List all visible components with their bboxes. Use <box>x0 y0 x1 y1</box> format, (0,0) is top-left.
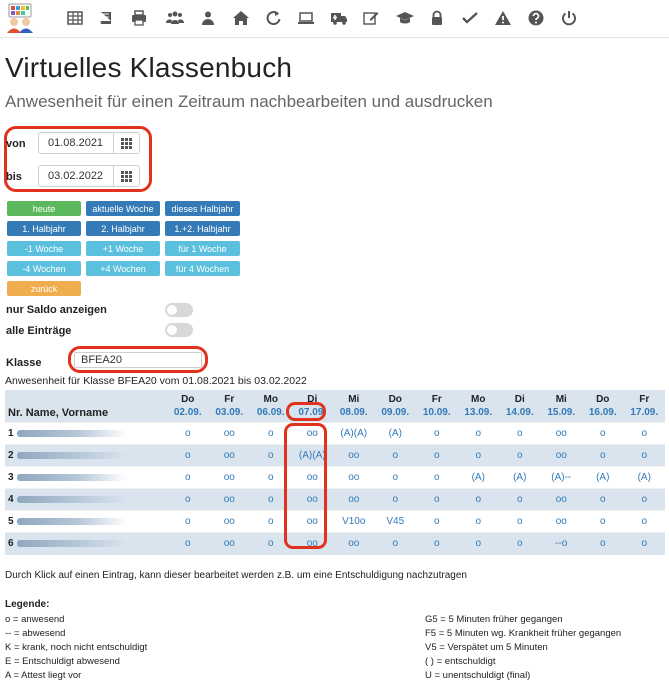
attendance-entry[interactable]: oo <box>209 423 251 445</box>
weekday-label: Fr <box>431 394 442 405</box>
attendance-entry[interactable]: o <box>416 445 458 467</box>
selected-date-highlight <box>286 402 326 421</box>
attendance-entry[interactable]: oo <box>541 511 583 533</box>
attendance-entry[interactable]: (A) <box>375 423 417 445</box>
attendance-entry[interactable]: oo <box>209 445 251 467</box>
attendance-entry[interactable]: o <box>582 511 624 533</box>
date-label: 06.09. <box>256 407 285 418</box>
attendance-entry[interactable]: oo <box>292 511 334 533</box>
both-half-years-button[interactable]: 1.+2. Halbjahr <box>165 221 240 236</box>
date-label: 03.09. <box>215 407 244 418</box>
legend-item: V5 = Verspätet um 5 Minuten <box>425 642 548 653</box>
redacted-student-name <box>17 518 127 525</box>
date-label: 17.09. <box>630 407 659 418</box>
attendance-entry[interactable]: oo <box>333 489 375 511</box>
weekday-label: Fr <box>224 394 235 405</box>
legend-item: F5 = 5 Minuten wg. Krankheit früher gegangen <box>425 628 622 639</box>
date-column-header <box>167 390 209 423</box>
weekday-label: Do <box>596 394 610 405</box>
attendance-entry[interactable]: --o <box>541 533 583 555</box>
attendance-entry[interactable]: oo <box>292 423 334 445</box>
attendance-entry[interactable]: o <box>375 467 417 489</box>
date-label: 10.09. <box>422 407 451 418</box>
attendance-entry[interactable]: o <box>375 489 417 511</box>
attendance-entry[interactable]: (A) <box>458 467 500 489</box>
minus-1-week-button[interactable]: -1 Woche <box>7 241 81 256</box>
weekday-label: Mi <box>348 394 360 405</box>
attendance-entry[interactable]: o <box>416 423 458 445</box>
attendance-entry[interactable]: o <box>582 445 624 467</box>
check-icon[interactable] <box>461 9 479 27</box>
this-half-year-button[interactable]: dieses Halbjahr <box>165 201 240 216</box>
table-row <box>5 423 665 445</box>
date-label: 07.09. <box>298 407 327 418</box>
redacted-student-name <box>17 430 127 437</box>
attendance-entry[interactable]: o <box>624 445 666 467</box>
lock-icon[interactable] <box>428 9 446 27</box>
attendance-entry[interactable]: (A) <box>499 467 541 489</box>
redacted-student-name <box>17 496 127 503</box>
attendance-entry[interactable]: o <box>416 511 458 533</box>
minus-4-weeks-button[interactable]: -4 Wochen <box>7 261 81 276</box>
attendance-entry[interactable]: o <box>250 423 292 445</box>
date-label: 02.09. <box>173 407 202 418</box>
weekday-label: Mo <box>263 394 278 405</box>
top-navigation <box>0 0 669 38</box>
attendance-entry[interactable]: o <box>416 467 458 489</box>
attendance-entry[interactable]: o <box>416 489 458 511</box>
student-name-cell <box>5 489 167 511</box>
date-column-header <box>375 390 417 423</box>
student-number: 4 <box>8 494 14 505</box>
weekday-label: Fr <box>639 394 650 405</box>
attendance-entry[interactable]: o <box>624 423 666 445</box>
attendance-table <box>5 390 665 555</box>
weekday-label: Di <box>514 394 525 405</box>
book-icon[interactable] <box>97 9 115 27</box>
refresh-icon[interactable] <box>264 9 282 27</box>
table-row <box>5 511 665 533</box>
legend-item: E = Entschuldigt abwesend <box>5 656 120 667</box>
legend-item: o = anwesend <box>5 614 65 625</box>
klasse-label: Klasse <box>6 357 42 369</box>
attendance-entry[interactable]: (A)(A) <box>292 445 334 467</box>
date-column-header <box>458 390 500 423</box>
redacted-student-name <box>17 474 127 481</box>
attendance-entry[interactable]: o <box>499 489 541 511</box>
from-date-input[interactable] <box>39 133 113 153</box>
attendance-entry[interactable]: oo <box>209 467 251 489</box>
info-line: Anwesenheit für Klasse BFEA20 vom 01.08.2021 bis 03.02.2022 <box>5 375 307 387</box>
attendance-entry[interactable]: oo <box>209 489 251 511</box>
klasse-input[interactable] <box>74 352 202 368</box>
user-icon[interactable] <box>199 9 217 27</box>
legend-item: K = krank, noch nicht entschuldigt <box>5 642 148 653</box>
redacted-student-name <box>17 452 127 459</box>
to-date-picker <box>38 165 140 187</box>
page-title: Virtuelles Klassenbuch <box>5 52 293 83</box>
date-label: 16.09. <box>588 407 617 418</box>
student-name-cell <box>5 445 167 467</box>
date-label: 15.09. <box>547 407 576 418</box>
attendance-entry[interactable]: oo <box>209 533 251 555</box>
from-label: von <box>6 138 26 150</box>
attendance-entry[interactable]: o <box>458 511 500 533</box>
date-label: 14.09. <box>505 407 534 418</box>
second-half-year-button[interactable]: 2. Halbjahr <box>86 221 160 236</box>
attendance-entry[interactable]: o <box>458 445 500 467</box>
current-week-button[interactable]: aktuelle Woche <box>86 201 160 216</box>
attendance-entry[interactable]: o <box>167 489 209 511</box>
power-icon[interactable] <box>560 9 578 27</box>
date-column-header <box>209 390 251 423</box>
attendance-entry[interactable]: oo <box>209 511 251 533</box>
selected-column-highlight <box>284 423 327 549</box>
attendance-entry[interactable]: o <box>499 511 541 533</box>
attendance-entry[interactable]: (A)(A) <box>333 423 375 445</box>
weekday-label: Mi <box>555 394 567 405</box>
attendance-entry[interactable]: oo <box>541 423 583 445</box>
attendance-entry[interactable]: o <box>624 533 666 555</box>
all-entries-label: alle Einträge <box>6 325 72 337</box>
student-name-cell <box>5 533 167 555</box>
home-icon[interactable] <box>232 9 250 27</box>
from-date-picker <box>38 132 140 154</box>
saldo-only-label: nur Saldo anzeigen <box>6 304 107 316</box>
weekday-label: Do <box>181 394 195 405</box>
attendance-entry[interactable]: o <box>499 533 541 555</box>
weekday-label: Do <box>388 394 402 405</box>
today-button[interactable]: heute <box>7 201 81 216</box>
attendance-entry[interactable]: o <box>167 445 209 467</box>
redacted-student-name <box>17 540 127 547</box>
date-label: 09.09. <box>381 407 410 418</box>
student-name-cell <box>5 467 167 489</box>
attendance-entry[interactable]: V10o <box>333 511 375 533</box>
to-label: bis <box>6 171 22 183</box>
attendance-entry[interactable]: o <box>499 445 541 467</box>
student-number: 2 <box>8 450 14 461</box>
laptop-icon[interactable] <box>297 9 315 27</box>
attendance-entry[interactable]: V45 <box>375 511 417 533</box>
date-column-header <box>250 390 292 423</box>
back-button[interactable]: zurück <box>7 281 81 296</box>
calendar-icon[interactable] <box>113 133 139 153</box>
attendance-entry[interactable]: o <box>167 423 209 445</box>
attendance-entry[interactable]: o <box>582 489 624 511</box>
attendance-entry[interactable]: oo <box>292 533 334 555</box>
ambulance-icon[interactable] <box>330 9 348 27</box>
app-logo[interactable] <box>5 3 35 33</box>
student-number: 1 <box>8 428 14 439</box>
weekday-label: Di <box>307 394 318 405</box>
attendance-entry[interactable]: oo <box>333 533 375 555</box>
attendance-entry[interactable]: o <box>167 511 209 533</box>
help-icon[interactable] <box>527 9 545 27</box>
attendance-entry[interactable]: o <box>167 467 209 489</box>
print-icon[interactable] <box>130 9 148 27</box>
table-row <box>5 467 665 489</box>
graduation-cap-icon[interactable] <box>396 9 414 27</box>
attendance-entry[interactable]: oo <box>292 489 334 511</box>
name-column-header: Nr. Name, Vorname <box>8 407 109 419</box>
date-column-header <box>541 390 583 423</box>
attendance-entry[interactable]: o <box>250 511 292 533</box>
table-row <box>5 489 665 511</box>
attendance-entry[interactable]: (A)-- <box>541 467 583 489</box>
group-icon[interactable] <box>166 9 184 27</box>
legend-item: -- = abwesend <box>5 628 66 639</box>
saldo-only-toggle[interactable] <box>165 303 193 317</box>
date-column-header <box>499 390 541 423</box>
legend-item: U = unentschuldigt (final) <box>425 670 531 681</box>
attendance-entry[interactable]: oo <box>292 467 334 489</box>
student-name-cell <box>5 423 167 445</box>
page-subtitle: Anwesenheit für einen Zeitraum nachbearbeiten und ausdrucken <box>5 92 493 111</box>
attendance-entry[interactable]: o <box>250 467 292 489</box>
for-4-weeks-button[interactable]: für 4 Wochen <box>165 261 240 276</box>
date-label: 13.09. <box>464 407 493 418</box>
legend-item: ( ) = entschuldigt <box>425 656 496 667</box>
attendance-entry[interactable]: o <box>458 533 500 555</box>
date-column-header <box>582 390 624 423</box>
edit-hint: Durch Klick auf einen Eintrag, kann dieser bearbeitet werden z.B. um eine Entschuldigung nachzutragen <box>5 570 467 581</box>
plus-4-weeks-button[interactable]: +4 Wochen <box>86 261 160 276</box>
student-name-cell <box>5 511 167 533</box>
attendance-entry[interactable]: oo <box>333 467 375 489</box>
first-half-year-button[interactable]: 1. Halbjahr <box>7 221 81 236</box>
student-number: 5 <box>8 516 14 527</box>
attendance-entry[interactable]: o <box>250 533 292 555</box>
attendance-entry[interactable]: o <box>167 533 209 555</box>
attendance-entry[interactable]: o <box>250 489 292 511</box>
date-label: 08.09. <box>339 407 368 418</box>
attendance-entry[interactable]: o <box>458 489 500 511</box>
legend-title: Legende: <box>5 599 50 610</box>
student-number: 3 <box>8 472 14 483</box>
table-icon[interactable] <box>66 9 84 27</box>
edit-icon[interactable] <box>362 9 380 27</box>
attendance-entry[interactable]: (A) <box>624 467 666 489</box>
legend-item: G5 = 5 Minuten früher gegangen <box>425 614 563 625</box>
attendance-entry[interactable]: o <box>624 511 666 533</box>
for-1-week-button[interactable]: für 1 Woche <box>165 241 240 256</box>
date-column-header <box>333 390 375 423</box>
table-row <box>5 445 665 467</box>
date-column-header <box>624 390 666 423</box>
plus-1-week-button[interactable]: +1 Woche <box>86 241 160 256</box>
to-date-input[interactable] <box>39 166 113 186</box>
attendance-entry[interactable]: o <box>416 533 458 555</box>
table-header-row <box>5 390 665 423</box>
attendance-entry[interactable]: oo <box>541 445 583 467</box>
attendance-entry[interactable]: o <box>375 533 417 555</box>
attendance-entry[interactable]: o <box>582 533 624 555</box>
table-row <box>5 533 665 555</box>
attendance-entry[interactable]: (A) <box>582 467 624 489</box>
attendance-entry[interactable]: oo <box>333 445 375 467</box>
attendance-entry[interactable]: oo <box>541 489 583 511</box>
attendance-entry[interactable]: o <box>582 423 624 445</box>
weekday-label: Mo <box>471 394 486 405</box>
attendance-entry[interactable]: o <box>499 423 541 445</box>
attendance-entry[interactable]: o <box>250 445 292 467</box>
calendar-icon[interactable] <box>113 166 139 186</box>
attendance-entry[interactable]: o <box>458 423 500 445</box>
date-column-header <box>416 390 458 423</box>
attendance-entry[interactable]: o <box>375 445 417 467</box>
warning-icon[interactable] <box>494 9 512 27</box>
all-entries-toggle[interactable] <box>165 323 193 337</box>
attendance-entry[interactable]: o <box>624 489 666 511</box>
student-number: 6 <box>8 538 14 550</box>
legend-item: A = Attest liegt vor <box>5 670 82 681</box>
